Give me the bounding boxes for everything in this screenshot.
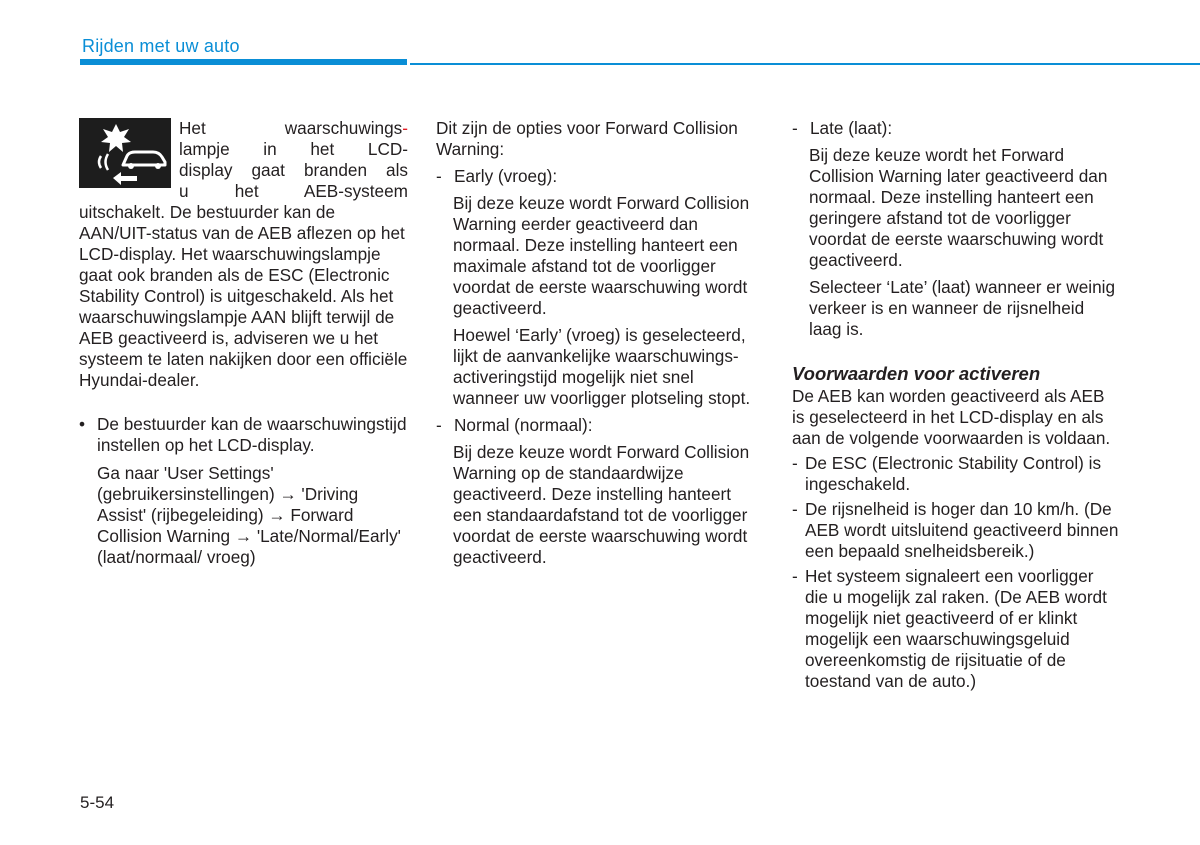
bullet-item (79, 414, 408, 456)
dash-marker: - (792, 499, 798, 519)
activation-heading: Voorwaarden voor activeren (792, 363, 1041, 384)
option-early-label: Early (vroeg): (454, 166, 558, 186)
section-title: Rijden met uw auto (82, 36, 240, 56)
dash-marker: - (792, 566, 798, 586)
condition-text: Het systeem signaleert een voorligger die u mogelijk zal raken. (De AEB wordt mogelijk niet geactiveerd of er klinkt mogelijk een waarschuwingsgeluid overeenkomstig de rijsituatie of de toestand van de auto.) (805, 566, 1107, 691)
column-1 (79, 118, 408, 568)
column-3 (792, 118, 1120, 692)
header-rule-thick (80, 59, 407, 65)
condition-text: De ESC (Electronic Stability Control) is ingeschakeld. (805, 453, 1102, 494)
condition-item (792, 453, 1120, 495)
intro-line-4: u het AEB-systeem (179, 181, 408, 201)
page-number: 5-54 (80, 793, 115, 812)
option-late-note: Selecteer ‘Late’ (laat) wanneer er weinig verkeer is en wanneer de rijsnelheid laag is. (809, 277, 1116, 339)
intro-line-3: display gaat branden als (179, 160, 408, 180)
dash-marker: - (436, 166, 442, 186)
conditions-intro: De AEB kan worden geactiveerd als AEB is geselecteerd in het LCD-display en als aan de volgende voorwaarden is voldaan. (792, 386, 1111, 448)
option-normal-label-row (436, 415, 764, 436)
bullet-text: De bestuurder kan de waarschuwingstijd instellen op het LCD-display. (97, 414, 407, 455)
bullet-marker: • (79, 414, 86, 434)
option-late-text: Bij deze keuze wordt het Forward Collision Warning later geactiveerd dan normaal. Deze instelling hanteert een geringere afstand tot de voorligger voordat de eerste waarschuwing wordt geactiveerd. (809, 145, 1108, 270)
aeb-off-warning-icon (79, 118, 171, 188)
bullet-sub-text: Ga naar 'User Settings' (gebruikersinstellingen) → 'Driving Assist' (rijbegeleiding) → Forward Collision Warning → 'Late/Normal/Early' (laat/normaal/ vroeg) (97, 463, 401, 567)
option-late-label-row (792, 118, 1120, 139)
options-intro: Dit zijn de opties voor Forward Collision Warning: (436, 118, 738, 159)
option-early-text: Bij deze keuze wordt Forward Collision Warning eerder geactiveerd dan normaal. Deze instelling hanteert een maximale afstand tot de voorligger voordat de eerste waarschuwing wordt geactiveerd. (453, 193, 750, 318)
hyphen-accent: - (402, 118, 408, 138)
header-rule-thin (410, 63, 1200, 65)
option-late-label: Late (laat): (810, 118, 893, 138)
condition-item (792, 499, 1120, 562)
intro-line-1: Het waarschuwings- (179, 118, 408, 138)
warning-paragraph: uitschakelt. De bestuurder kan de AAN/UIT-status van de AEB aflezen op het LCD-display. Het waarschuwingslampje gaat ook branden als de ESC (Electronic Stability Control) is uitgeschakeld. Als het waarschuwingslampje AAN blijft terwijl de AEB geactiveerd is, adviseren we u het systeem te laten nakijken door een officiële Hyundai-dealer. (79, 202, 408, 390)
dash-marker: - (436, 415, 442, 435)
condition-text: De rijsnelheid is hoger dan 10 km/h. (De AEB wordt uitsluitend geactiveerd binnen een bepaald snelheidsbereik.) (805, 499, 1119, 561)
option-normal-text: Bij deze keuze wordt Forward Collision Warning op de standaardwijze geactiveerd. Deze instelling hanteert een standaardafstand tot de voorligger voordat de eerste waarschuwing wordt geactiveerd. (453, 442, 750, 567)
dash-marker: - (792, 118, 798, 138)
dash-marker: - (792, 453, 798, 473)
option-early-note: Hoewel ‘Early’ (vroeg) is geselecteerd, lijkt de aanvankelijke waarschuwings-activeringstijd mogelijk niet snel wanneer uw voorligger plotseling stopt. (453, 325, 751, 408)
intro-line-2: lampje in het LCD- (179, 139, 408, 159)
option-normal-label: Normal (normaal): (454, 415, 593, 435)
column-2 (436, 118, 764, 568)
condition-item (792, 566, 1120, 692)
option-early-label-row (436, 166, 764, 187)
